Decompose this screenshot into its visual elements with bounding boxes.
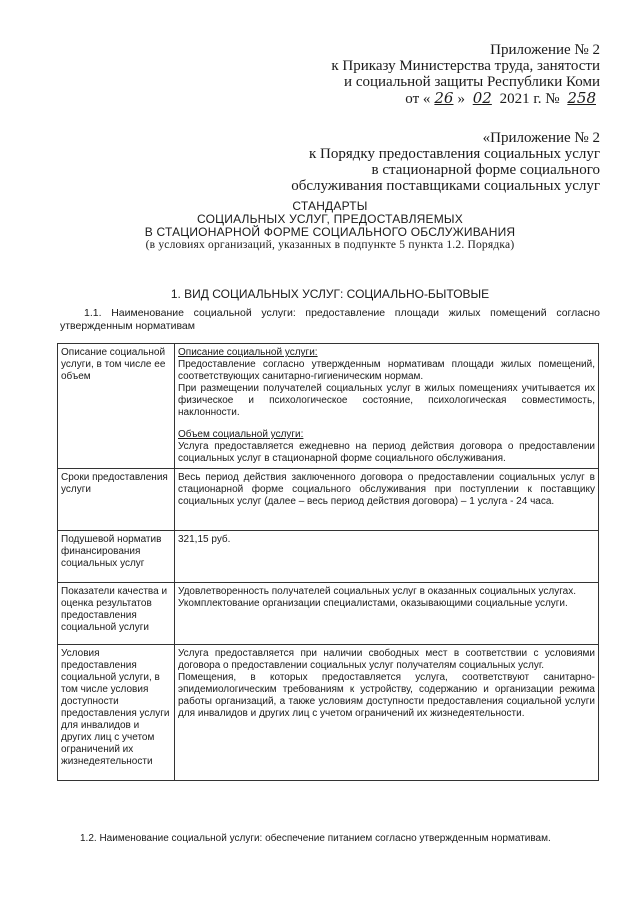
procedure-appendix-number: «Приложение № 2 — [482, 130, 600, 146]
conditions-paragraph-2: Помещения, в которых предоставляется услуга, соответствуют санитарно-эпидемиологическим требованиям к устройству, содержанию и организации режима работы организаций, а также условиям доступности предоставления социальной услуги для инвалидов и других лиц с учетом ограничений их жизнедеятельности. — [178, 672, 595, 719]
description-paragraph-1: Предоставление согласно утвержденным нормативам площади жилых помещений, соответствующих санитарно-гигиеническим нормам. — [178, 359, 595, 382]
service-1-1-name: 1.1. Наименование социальной услуги: предоставление площади жилых помещений согласно утвержденным нормативам — [60, 307, 600, 332]
order-number: 258 — [567, 89, 596, 107]
section-heading: 1. ВИД СОЦИАЛЬНЫХ УСЛУГ: СОЦИАЛЬНО-БЫТОВЫЕ — [170, 287, 490, 301]
quality-paragraph-1: Удовлетворенность получателей социальных услуг в оказанных социальных услугах. — [178, 586, 577, 597]
row-value-terms: Весь период действия заключенного договора о предоставлении социальных услуг в стационарной форме социального обслуживания при поступлении к поставщику социальных услуг (далее – весь период действия договора) – 1 услуга - 24 часа. — [175, 469, 599, 531]
title-line-3: В СТАЦИОНАРНОЙ ФОРМЕ СОЦИАЛЬНОГО ОБСЛУЖИВАНИЯ — [144, 225, 516, 239]
row-label-funding: Подушевой норматив финансирования социальных услуг — [58, 531, 175, 583]
row-value-quality — [175, 583, 599, 645]
row-value-description — [175, 344, 599, 469]
table-row — [58, 645, 599, 781]
date-month: 02 — [472, 89, 492, 107]
row-label-description: Описание социальной услуги, в том числе ее объем — [58, 344, 175, 469]
title-line-2: СОЦИАЛЬНЫХ УСЛУГ, ПРЕДОСТАВЛЯЕМЫХ — [197, 212, 463, 226]
description-paragraph-2: При размещении получателей социальных услуг в жилых помещениях учитывается их физическое и психологическое состояние, психологическая совместимость, наклонности. — [178, 383, 595, 418]
row-label-terms: Сроки предоставления услуги — [58, 469, 175, 531]
table-row — [58, 344, 599, 469]
row-value-funding: 321,15 руб. — [175, 531, 599, 583]
ministry-name: и социальной защиты Республики Коми — [344, 74, 600, 90]
service-1-2-name: 1.2. Наименование социальной услуги: обеспечение питанием согласно утвержденным нормативам. — [80, 833, 551, 844]
date-day: 26 — [434, 89, 454, 107]
table-row — [58, 583, 599, 645]
conditions-paragraph-1: Услуга предоставляется при наличии свободных мест в соответствии с условиями договора о предоставлении социальных услуг получателям социальных услуг. — [178, 648, 595, 671]
title-subtitle: (в условиях организаций, указанных в подпункте 5 пункта 1.2. Порядка) — [145, 239, 515, 251]
date-prefix: от « — [405, 91, 431, 107]
appendix-number: Приложение № 2 — [490, 42, 600, 58]
row-label-quality: Показатели качества и оценка результатов предоставления социальной услуги — [58, 583, 175, 645]
table-row — [58, 469, 599, 531]
date-year: 2021 г. № — [499, 91, 560, 107]
row-label-conditions: Условия предоставления социальной услуги, в том числе условия доступности предоставления услуги для инвалидов и других лиц с учетом ограничений их жизнедеятельности — [58, 645, 175, 781]
procedure-line-4: обслуживания поставщиками социальных услуг — [291, 178, 600, 194]
procedure-line-3: в стационарной форме социального — [371, 162, 600, 178]
service-standard-table — [57, 343, 599, 781]
row-value-conditions — [175, 645, 599, 781]
order-appendix-header — [220, 42, 600, 107]
standards-title — [60, 200, 600, 252]
procedure-line-2: к Порядку предоставления социальных услуг — [309, 146, 600, 162]
order-date-line — [220, 90, 600, 107]
description-heading: Описание социальной услуги: — [178, 347, 318, 358]
quality-paragraph-2: Укомплектование организации специалистами, оказывающими социальные услуги. — [178, 598, 568, 609]
title-line-1: СТАНДАРТЫ — [292, 199, 368, 213]
volume-paragraph: Услуга предоставляется ежедневно на период действия договора о предоставлении социальных услуг в стационарной форме социального обслуживания. — [178, 441, 595, 464]
procedure-appendix-header — [220, 130, 600, 194]
table-row — [58, 531, 599, 583]
date-mid: » — [457, 91, 465, 107]
order-reference: к Приказу Министерства труда, занятости — [331, 58, 600, 74]
volume-heading: Объем социальной услуги: — [178, 429, 304, 440]
